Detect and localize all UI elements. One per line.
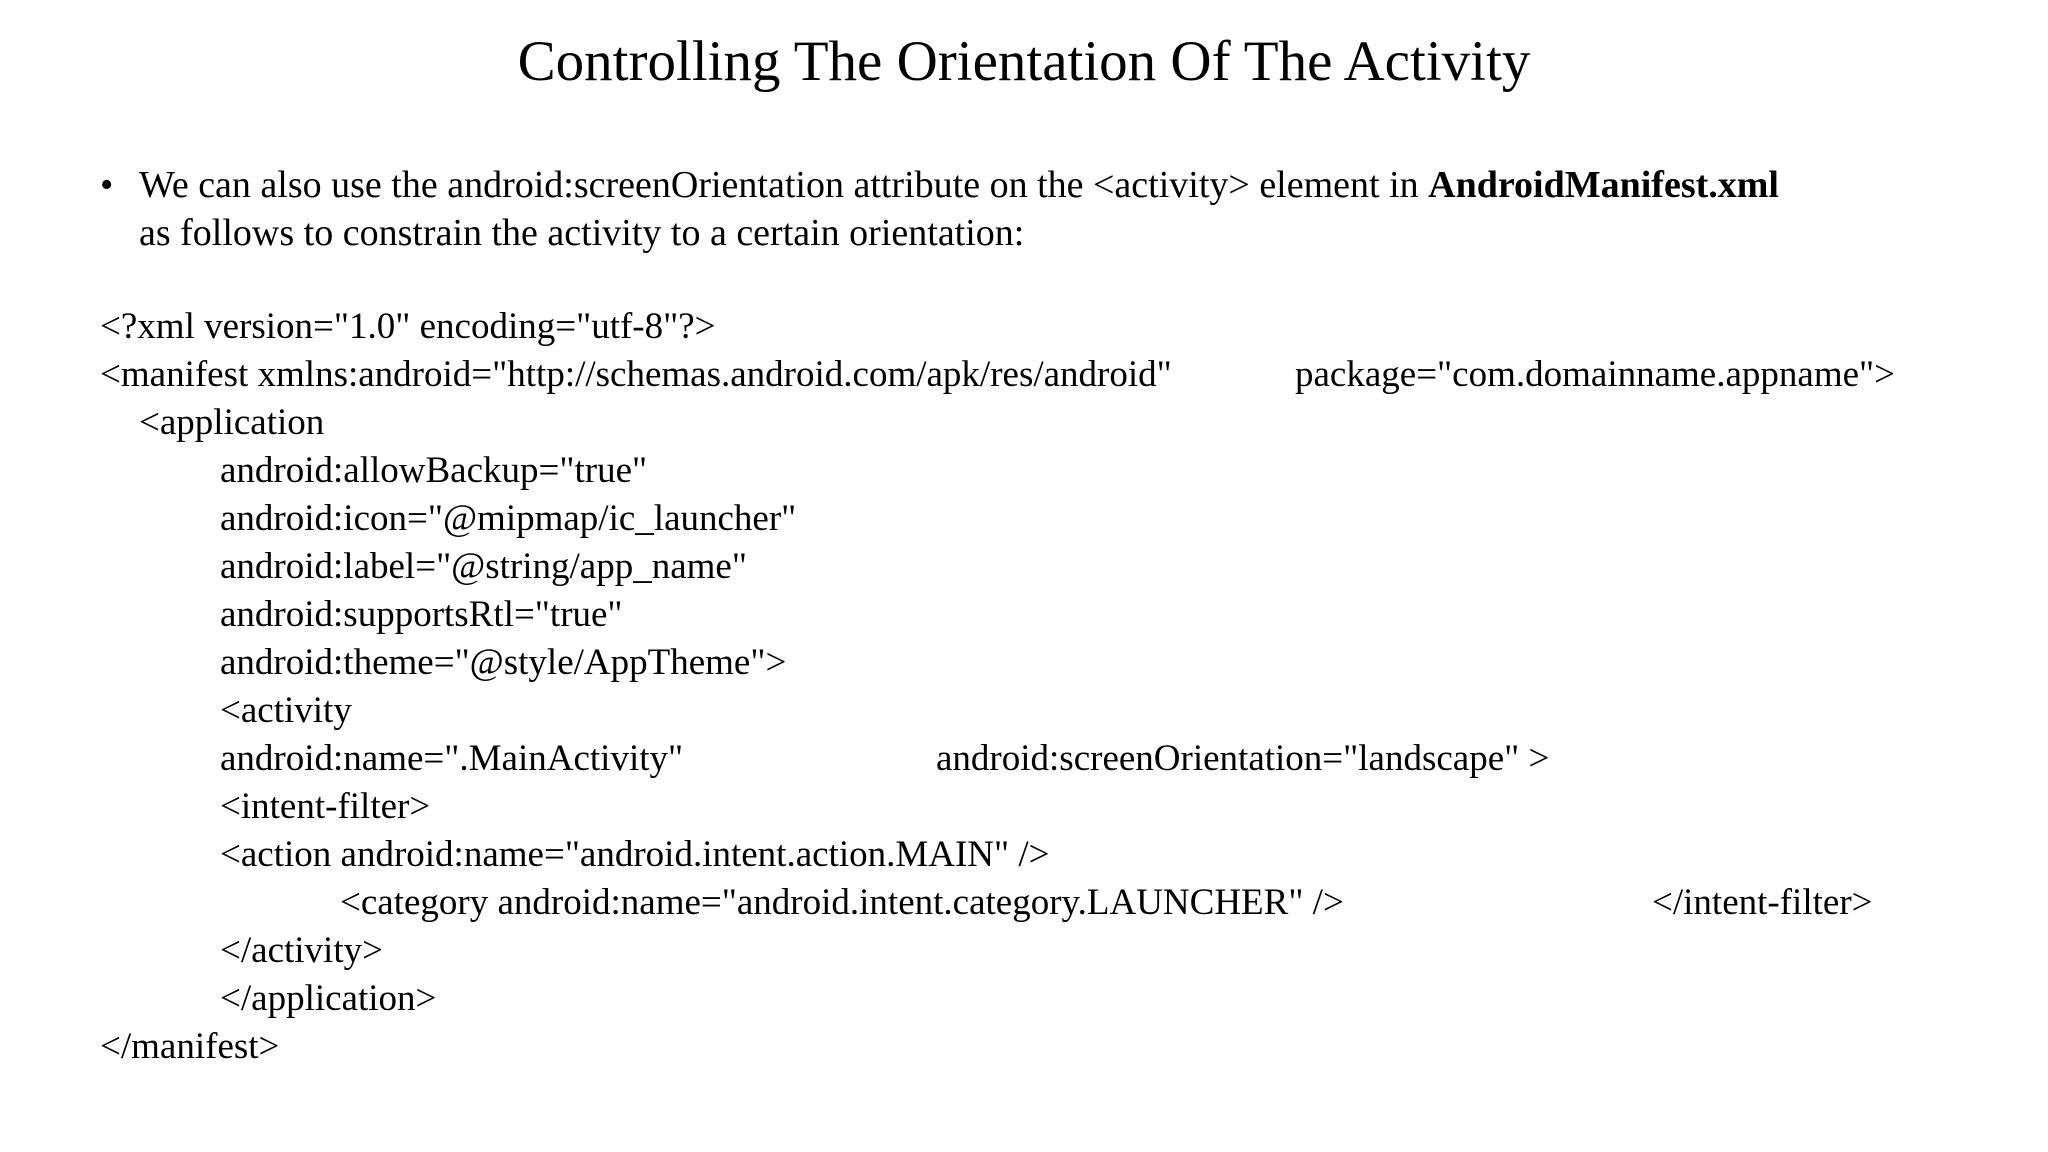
code-line: <category android:name="android.intent.category.LAUNCHER" />: [340, 882, 1344, 923]
code-line: package="com.domainname.appname">: [1295, 354, 1895, 395]
code-line: </manifest>: [100, 1026, 280, 1067]
code-line: android:icon="@mipmap/ic_launcher": [220, 498, 797, 539]
bullet-text-line2: as follows to constrain the activity to a certain orientation:: [139, 212, 1025, 254]
code-line: <application: [139, 402, 325, 443]
code-line: <activity: [220, 690, 352, 731]
code-line: </intent-filter>: [1652, 882, 1873, 923]
code-line: </activity>: [220, 930, 383, 971]
code-line: <manifest xmlns:android="http://schemas.android.com/apk/res/android": [100, 354, 1172, 395]
code-line: android:theme="@style/AppTheme">: [220, 642, 787, 683]
code-line: android:allowBackup="true": [220, 450, 648, 491]
code-line: <?xml version="1.0" encoding="utf-8"?>: [100, 306, 716, 347]
bullet-text-line1: We can also use the android:screenOrientation attribute on the <activity> element in: [139, 164, 1429, 206]
slide-title: Controlling The Orientation Of The Activity: [517, 30, 1531, 93]
code-line: android:name=".MainActivity": [220, 738, 684, 779]
bullet-text-bold: AndroidManifest.xml: [1428, 164, 1779, 206]
code-line: android:supportsRtl="true": [220, 594, 623, 635]
bullet-marker: •: [100, 164, 114, 206]
bullet-text: [139, 161, 1779, 257]
code-line: android:label="@string/app_name": [220, 546, 747, 587]
code-line: <intent-filter>: [220, 786, 431, 827]
code-line: android:screenOrientation="landscape" >: [936, 738, 1550, 779]
code-line: </application>: [220, 978, 437, 1019]
code-line: <action android:name="android.intent.action.MAIN" />: [220, 834, 1050, 875]
